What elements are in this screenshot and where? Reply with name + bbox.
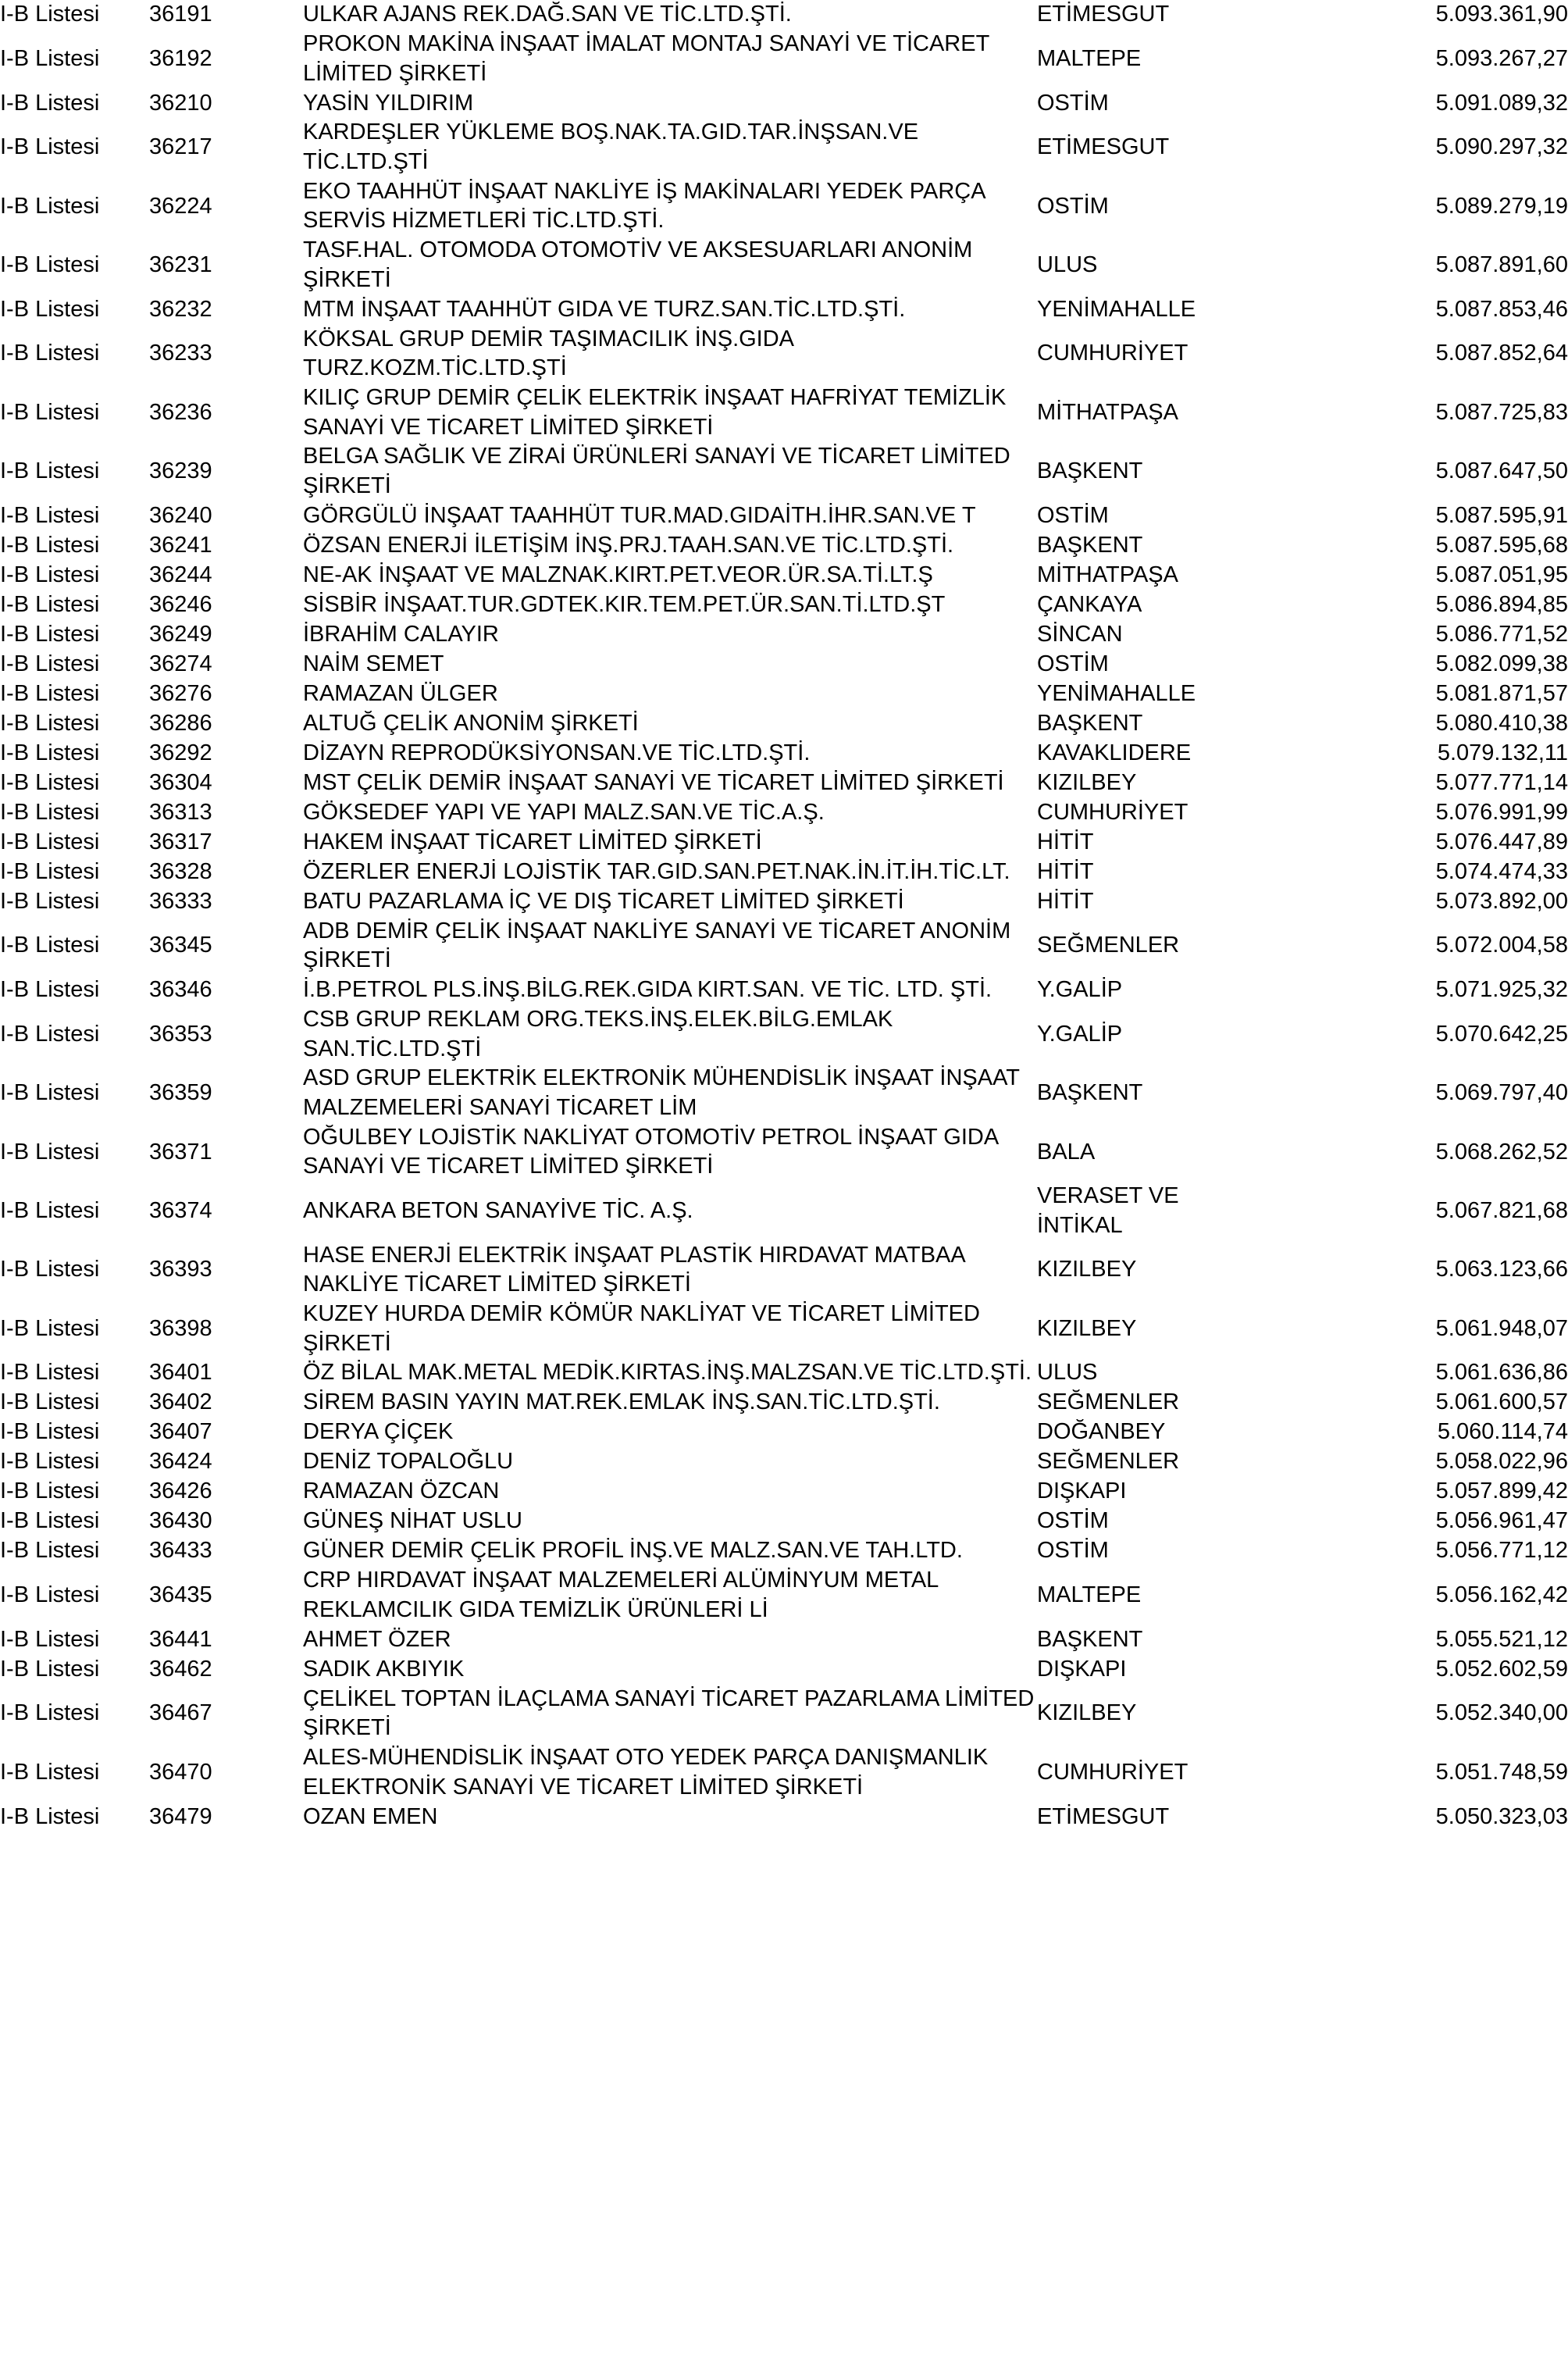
cell-record-no: 36249 [149, 621, 212, 647]
cell-taxpayer-name: RAMAZAN ÜLGER [303, 680, 498, 706]
cell-tax-office: BAŞKENT [1037, 710, 1143, 736]
cell-debt-amount: 5.052.340,00 [1435, 1700, 1568, 1726]
cell-taxpayer-name: ÖZERLER ENERJİ LOJİSTİK TAR.GID.SAN.PET.NAK.İN.İT.İH.TİC.LT. [303, 858, 1010, 884]
cell-taxpayer-name: ULKAR AJANS REK.DAĞ.SAN VE TİC.LTD.ŞTİ. [303, 2, 792, 27]
table-row [0, 236, 1568, 294]
cell-tax-office: KIZILBEY [1037, 1315, 1137, 1341]
cell-tax-office: OSTİM [1037, 502, 1109, 528]
cell-list-label: I-B Listesi [0, 1449, 100, 1475]
cell-record-no: 36430 [149, 1508, 212, 1534]
cell-tax-office: OSTİM [1037, 1508, 1109, 1534]
cell-list-label: I-B Listesi [0, 1803, 100, 1829]
cell-taxpayer-name: OZAN EMEN [303, 1803, 438, 1829]
cell-list-label: I-B Listesi [0, 399, 100, 425]
cell-record-no: 36470 [149, 1759, 212, 1785]
cell-record-no: 36359 [149, 1080, 212, 1106]
table-row [0, 1685, 1568, 1743]
table-row [0, 1802, 1568, 1832]
cell-record-no: 36328 [149, 858, 212, 884]
cell-debt-amount: 5.056.162,42 [1435, 1582, 1568, 1608]
cell-list-label: I-B Listesi [0, 562, 100, 587]
cell-debt-amount: 5.087.595,68 [1435, 532, 1568, 558]
cell-record-no: 36435 [149, 1582, 212, 1608]
table-row [0, 858, 1568, 887]
cell-taxpayer-name: ÖZ BİLAL MAK.METAL MEDİK.KIRTAS.İNŞ.MALZSAN.VE TİC.LTD.ŞTİ. [303, 1360, 1032, 1386]
cell-list-label: I-B Listesi [0, 829, 100, 854]
cell-taxpayer-name: NE-AK İNŞAAT VE MALZNAK.KIRT.PET.VEOR.ÜR.SA.Tİ.LT.Ş [303, 562, 933, 587]
cell-tax-office: ÇANKAYA [1037, 591, 1142, 617]
cell-tax-office: BAŞKENT [1037, 1626, 1143, 1652]
cell-list-label: I-B Listesi [0, 251, 100, 277]
table-row [0, 1300, 1568, 1358]
cell-debt-amount: 5.076.991,99 [1435, 799, 1568, 825]
table-row [0, 650, 1568, 679]
table-row [0, 1536, 1568, 1566]
cell-debt-amount: 5.093.361,90 [1435, 2, 1568, 27]
table-row [0, 679, 1568, 709]
cell-tax-office: Y.GALİP [1037, 1021, 1123, 1047]
cell-record-no: 36401 [149, 1360, 212, 1386]
cell-debt-amount: 5.091.089,32 [1435, 90, 1568, 116]
cell-list-label: I-B Listesi [0, 740, 100, 765]
cell-list-label: I-B Listesi [0, 502, 100, 528]
cell-record-no: 36424 [149, 1449, 212, 1475]
cell-debt-amount: 5.077.771,14 [1435, 769, 1568, 795]
cell-debt-amount: 5.071.925,32 [1435, 977, 1568, 1003]
cell-record-no: 36292 [149, 740, 212, 765]
cell-tax-office: BALA [1037, 1139, 1096, 1165]
cell-taxpayer-name: GÖRGÜLÜ İNŞAAT TAAHHÜT TUR.MAD.GIDAİTH.İHR.SAN.VE T [303, 502, 976, 528]
table-row [0, 30, 1568, 88]
cell-record-no: 36467 [149, 1700, 212, 1726]
cell-tax-office: CUMHURİYET [1037, 341, 1188, 366]
cell-record-no: 36246 [149, 591, 212, 617]
cell-tax-office: MİTHATPAŞA [1037, 399, 1178, 425]
cell-tax-office: KAVAKLIDERE [1037, 740, 1192, 765]
cell-taxpayer-name: DİZAYN REPRODÜKSİYONSAN.VE TİC.LTD.ŞTİ. [303, 740, 811, 765]
cell-debt-amount: 5.055.521,12 [1435, 1626, 1568, 1652]
table-row [0, 325, 1568, 383]
cell-taxpayer-name: ALES-MÜHENDİSLİK İNŞAAT OTO YEDEK PARÇA DANIŞMANLIK ELEKTRONİK SANAYİ VE TİCARET LİMİTED ŞİRKETİ [303, 1745, 989, 1800]
cell-tax-office: BAŞKENT [1037, 458, 1143, 484]
table-row [0, 118, 1568, 177]
cell-taxpayer-name: İBRAHİM CALAYIR [303, 621, 499, 647]
cell-tax-office: CUMHURİYET [1037, 799, 1188, 825]
cell-taxpayer-name: KILIÇ GRUP DEMİR ÇELİK ELEKTRİK İNŞAAT HAFRİYAT TEMİZLİK SANAYİ VE TİCARET LİMİTED ŞİRKETİ [303, 384, 1007, 440]
table-row [0, 0, 1568, 30]
cell-list-label: I-B Listesi [0, 680, 100, 706]
cell-debt-amount: 5.086.894,85 [1435, 591, 1568, 617]
cell-taxpayer-name: HASE ENERJİ ELEKTRİK İNŞAAT PLASTİK HIRDAVAT MATBAA NAKLİYE TİCARET LİMİTED ŞİRKETİ [303, 1242, 965, 1297]
cell-tax-office: KIZILBEY [1037, 1257, 1137, 1282]
cell-debt-amount: 5.089.279,19 [1435, 193, 1568, 219]
cell-tax-office: SEĞMENLER [1037, 1449, 1180, 1475]
table-row [0, 1625, 1568, 1655]
cell-taxpayer-name: YASİN YILDIRIM [303, 90, 474, 116]
table-row [0, 295, 1568, 325]
cell-debt-amount: 5.067.821,68 [1435, 1197, 1568, 1223]
cell-record-no: 36393 [149, 1257, 212, 1282]
table-row [0, 442, 1568, 501]
cell-tax-office: VERASET VE İNTİKAL [1037, 1183, 1179, 1238]
cell-debt-amount: 5.090.297,32 [1435, 134, 1568, 160]
cell-tax-office: CUMHURİYET [1037, 1759, 1188, 1785]
cell-taxpayer-name: HAKEM İNŞAAT TİCARET LİMİTED ŞİRKETİ [303, 829, 762, 854]
cell-taxpayer-name: GÜNEŞ NİHAT USLU [303, 1508, 522, 1534]
cell-record-no: 36333 [149, 888, 212, 914]
cell-tax-office: ETİMESGUT [1037, 1803, 1170, 1829]
cell-taxpayer-name: MST ÇELİK DEMİR İNŞAAT SANAYİ VE TİCARET LİMİTED ŞİRKETİ [303, 769, 1004, 795]
table-row [0, 976, 1568, 1005]
cell-debt-amount: 5.087.853,46 [1435, 296, 1568, 322]
cell-list-label: I-B Listesi [0, 1759, 100, 1785]
cell-list-label: I-B Listesi [0, 1080, 100, 1106]
cell-tax-office: ULUS [1037, 1360, 1098, 1386]
cell-tax-office: DIŞKAPI [1037, 1478, 1127, 1504]
table-row [0, 828, 1568, 858]
cell-debt-amount: 5.087.891,60 [1435, 251, 1568, 277]
cell-list-label: I-B Listesi [0, 651, 100, 676]
cell-record-no: 36232 [149, 296, 212, 322]
cell-taxpayer-name: GÖKSEDEF YAPI VE YAPI MALZ.SAN.VE TİC.A.Ş. [303, 799, 825, 825]
cell-list-label: I-B Listesi [0, 2, 100, 27]
cell-taxpayer-name: ADB DEMİR ÇELİK İNŞAAT NAKLİYE SANAYİ VE TİCARET ANONİM ŞİRKETİ [303, 918, 1011, 973]
table-row [0, 1182, 1568, 1240]
cell-record-no: 36402 [149, 1389, 212, 1415]
cell-debt-amount: 5.061.636,86 [1435, 1360, 1568, 1386]
cell-list-label: I-B Listesi [0, 1700, 100, 1726]
cell-list-label: I-B Listesi [0, 1257, 100, 1282]
cell-record-no: 36192 [149, 45, 212, 71]
cell-tax-office: DIŞKAPI [1037, 1656, 1127, 1682]
cell-list-label: I-B Listesi [0, 134, 100, 160]
cell-taxpayer-name: SİREM BASIN YAYIN MAT.REK.EMLAK İNŞ.SAN.TİC.LTD.ŞTİ. [303, 1389, 940, 1415]
cell-tax-office: ULUS [1037, 251, 1098, 277]
table-row [0, 1418, 1568, 1447]
cell-record-no: 36433 [149, 1538, 212, 1564]
cell-list-label: I-B Listesi [0, 591, 100, 617]
cell-tax-office: HİTİT [1037, 858, 1094, 884]
cell-record-no: 36353 [149, 1021, 212, 1047]
cell-taxpayer-name: OĞULBEY LOJİSTİK NAKLİYAT OTOMOTİV PETROL İNŞAAT GIDA SANAYİ VE TİCARET LİMİTED ŞİRKETİ [303, 1124, 998, 1179]
cell-debt-amount: 5.087.852,64 [1435, 341, 1568, 366]
cell-taxpayer-name: ÖZSAN ENERJİ İLETİŞİM İNŞ.PRJ.TAAH.SAN.VE TİC.LTD.ŞTİ. [303, 532, 954, 558]
cell-list-label: I-B Listesi [0, 1139, 100, 1165]
cell-list-label: I-B Listesi [0, 193, 100, 219]
cell-list-label: I-B Listesi [0, 933, 100, 958]
cell-taxpayer-name: AHMET ÖZER [303, 1626, 451, 1652]
cell-tax-office: YENİMAHALLE [1037, 680, 1196, 706]
cell-debt-amount: 5.087.647,50 [1435, 458, 1568, 484]
cell-list-label: I-B Listesi [0, 1508, 100, 1534]
cell-taxpayer-name: TASF.HAL. OTOMODA OTOMOTİV VE AKSESUARLARI ANONİM ŞİRKETİ [303, 237, 973, 292]
cell-tax-office: HİTİT [1037, 888, 1094, 914]
cell-record-no: 36274 [149, 651, 212, 676]
table-row [0, 1507, 1568, 1536]
cell-debt-amount: 5.074.474,33 [1435, 858, 1568, 884]
cell-record-no: 36304 [149, 769, 212, 795]
cell-list-label: I-B Listesi [0, 1478, 100, 1504]
cell-record-no: 36479 [149, 1803, 212, 1829]
cell-list-label: I-B Listesi [0, 1360, 100, 1386]
cell-list-label: I-B Listesi [0, 296, 100, 322]
cell-record-no: 36426 [149, 1478, 212, 1504]
table-row [0, 88, 1568, 118]
cell-taxpayer-name: KUZEY HURDA DEMİR KÖMÜR NAKLİYAT VE TİCARET LİMİTED ŞİRKETİ [303, 1300, 980, 1356]
cell-debt-amount: 5.056.771,12 [1435, 1538, 1568, 1564]
cell-debt-amount: 5.061.600,57 [1435, 1389, 1568, 1415]
cell-debt-amount: 5.052.602,59 [1435, 1656, 1568, 1682]
cell-record-no: 36241 [149, 532, 212, 558]
cell-taxpayer-name: SADIK AKBIYIK [303, 1656, 465, 1682]
cell-debt-amount: 5.058.022,96 [1435, 1449, 1568, 1475]
cell-taxpayer-name: PROKON MAKİNA İNŞAAT İMALAT MONTAJ SANAYİ VE TİCARET LİMİTED ŞİRKETİ [303, 31, 989, 86]
cell-taxpayer-name: RAMAZAN ÖZCAN [303, 1478, 500, 1504]
cell-tax-office: SEĞMENLER [1037, 1389, 1180, 1415]
cell-list-label: I-B Listesi [0, 858, 100, 884]
cell-record-no: 36462 [149, 1656, 212, 1682]
cell-debt-amount: 5.068.262,52 [1435, 1139, 1568, 1165]
cell-list-label: I-B Listesi [0, 532, 100, 558]
cell-list-label: I-B Listesi [0, 710, 100, 736]
cell-taxpayer-name: BELGA SAĞLIK VE ZİRAİ ÜRÜNLERİ SANAYİ VE TİCARET LİMİTED ŞİRKETİ [303, 444, 1010, 498]
cell-debt-amount: 5.072.004,58 [1435, 933, 1568, 958]
cell-list-label: I-B Listesi [0, 1656, 100, 1682]
table-row [0, 177, 1568, 236]
table-row [0, 1655, 1568, 1685]
cell-debt-amount: 5.087.725,83 [1435, 399, 1568, 425]
cell-tax-office: OSTİM [1037, 193, 1109, 219]
cell-record-no: 36317 [149, 829, 212, 854]
cell-tax-office: YENİMAHALLE [1037, 296, 1196, 322]
cell-tax-office: KIZILBEY [1037, 769, 1137, 795]
cell-debt-amount: 5.082.099,38 [1435, 651, 1568, 676]
table-row [0, 1447, 1568, 1477]
table-row [0, 1005, 1568, 1064]
cell-record-no: 36217 [149, 134, 212, 160]
cell-debt-amount: 5.050.323,03 [1435, 1803, 1568, 1829]
cell-list-label: I-B Listesi [0, 799, 100, 825]
cell-record-no: 36240 [149, 502, 212, 528]
cell-debt-amount: 5.081.871,57 [1435, 680, 1568, 706]
cell-record-no: 36371 [149, 1139, 212, 1165]
cell-tax-office: SEĞMENLER [1037, 933, 1180, 958]
table-row [0, 531, 1568, 561]
cell-debt-amount: 5.079.132,11 [1437, 740, 1568, 765]
cell-tax-office: ETİMESGUT [1037, 134, 1170, 160]
cell-tax-office: BAŞKENT [1037, 532, 1143, 558]
cell-record-no: 36210 [149, 90, 212, 116]
table-row [0, 1566, 1568, 1625]
cell-record-no: 36345 [149, 933, 212, 958]
table-row [0, 887, 1568, 917]
cell-taxpayer-name: KARDEŞLER YÜKLEME BOŞ.NAK.TA.GID.TAR.İNŞSAN.VE TİC.LTD.ŞTİ [303, 119, 919, 175]
table-row [0, 798, 1568, 828]
cell-list-label: I-B Listesi [0, 1626, 100, 1652]
cell-debt-amount: 5.063.123,66 [1435, 1257, 1568, 1282]
cell-tax-office: ETİMESGUT [1037, 2, 1170, 27]
cell-debt-amount: 5.076.447,89 [1435, 829, 1568, 854]
cell-list-label: I-B Listesi [0, 1389, 100, 1415]
cell-taxpayer-name: SİSBİR İNŞAAT.TUR.GDTEK.KIR.TEM.PET.ÜR.SAN.Tİ.LTD.ŞT [303, 591, 946, 617]
cell-debt-amount: 5.093.267,27 [1435, 45, 1568, 71]
cell-tax-office: SİNCAN [1037, 621, 1123, 647]
cell-taxpayer-name: ASD GRUP ELEKTRİK ELEKTRONİK MÜHENDİSLİK İNŞAAT İNŞAAT MALZEMELERİ SANAYİ TİCARET LİM [303, 1065, 1020, 1121]
cell-tax-office: HİTİT [1037, 829, 1094, 854]
cell-tax-office: OSTİM [1037, 1538, 1109, 1564]
table-row [0, 1743, 1568, 1802]
table-row [0, 1241, 1568, 1300]
cell-debt-amount: 5.051.748,59 [1435, 1759, 1568, 1785]
cell-record-no: 36407 [149, 1419, 212, 1445]
cell-taxpayer-name: ÇELİKEL TOPTAN İLAÇLAMA SANAYİ TİCARET PAZARLAMA LİMİTED ŞİRKETİ [303, 1685, 1035, 1741]
cell-list-label: I-B Listesi [0, 341, 100, 366]
cell-taxpayer-name: NAİM SEMET [303, 651, 444, 676]
table-row [0, 501, 1568, 531]
cell-list-label: I-B Listesi [0, 1419, 100, 1445]
cell-record-no: 36398 [149, 1315, 212, 1341]
cell-debt-amount: 5.057.899,42 [1435, 1478, 1568, 1504]
cell-tax-office: Y.GALİP [1037, 977, 1123, 1003]
cell-record-no: 36191 [149, 2, 212, 27]
cell-tax-office: BAŞKENT [1037, 1080, 1143, 1106]
cell-debt-amount: 5.087.595,91 [1435, 502, 1568, 528]
table-row [0, 1388, 1568, 1418]
cell-record-no: 36239 [149, 458, 212, 484]
cell-list-label: I-B Listesi [0, 458, 100, 484]
cell-tax-office: KIZILBEY [1037, 1700, 1137, 1726]
cell-list-label: I-B Listesi [0, 1538, 100, 1564]
cell-list-label: I-B Listesi [0, 621, 100, 647]
cell-record-no: 36244 [149, 562, 212, 587]
cell-record-no: 36236 [149, 399, 212, 425]
table-row [0, 709, 1568, 739]
cell-taxpayer-name: DENİZ TOPALOĞLU [303, 1449, 514, 1475]
cell-taxpayer-name: BATU PAZARLAMA İÇ VE DIŞ TİCARET LİMİTED ŞİRKETİ [303, 888, 904, 914]
cell-taxpayer-name: ALTUĞ ÇELİK ANONİM ŞİRKETİ [303, 710, 639, 736]
cell-list-label: I-B Listesi [0, 90, 100, 116]
cell-debt-amount: 5.080.410,38 [1435, 710, 1568, 736]
table-row [0, 1064, 1568, 1122]
cell-list-label: I-B Listesi [0, 1582, 100, 1608]
cell-debt-amount: 5.086.771,52 [1435, 621, 1568, 647]
cell-record-no: 36313 [149, 799, 212, 825]
cell-taxpayer-name: KÖKSAL GRUP DEMİR TAŞIMACILIK İNŞ.GIDA TURZ.KOZM.TİC.LTD.ŞTİ [303, 326, 793, 381]
table-row [0, 917, 1568, 976]
cell-list-label: I-B Listesi [0, 888, 100, 914]
cell-debt-amount: 5.060.114,74 [1437, 1419, 1568, 1445]
cell-list-label: I-B Listesi [0, 769, 100, 795]
cell-list-label: I-B Listesi [0, 1315, 100, 1341]
table-row [0, 1123, 1568, 1182]
table-row [0, 561, 1568, 590]
table-row [0, 1477, 1568, 1507]
cell-tax-office: MALTEPE [1037, 45, 1142, 71]
cell-record-no: 36276 [149, 680, 212, 706]
table-row [0, 1358, 1568, 1388]
cell-taxpayer-name: MTM İNŞAAT TAAHHÜT GIDA VE TURZ.SAN.TİC.LTD.ŞTİ. [303, 296, 906, 322]
table-row [0, 620, 1568, 650]
cell-taxpayer-name: CSB GRUP REKLAM ORG.TEKS.İNŞ.ELEK.BİLG.EMLAK SAN.TİC.LTD.ŞTİ [303, 1007, 893, 1061]
cell-taxpayer-name: İ.B.PETROL PLS.İNŞ.BİLG.REK.GIDA KIRT.SAN. VE TİC. LTD. ŞTİ. [303, 977, 992, 1003]
cell-record-no: 36224 [149, 193, 212, 219]
cell-debt-amount: 5.061.948,07 [1435, 1315, 1568, 1341]
cell-debt-amount: 5.070.642,25 [1435, 1021, 1568, 1047]
cell-list-label: I-B Listesi [0, 45, 100, 71]
cell-debt-amount: 5.069.797,40 [1435, 1080, 1568, 1106]
cell-record-no: 36231 [149, 251, 212, 277]
cell-tax-office: MİTHATPAŞA [1037, 562, 1178, 587]
cell-list-label: I-B Listesi [0, 977, 100, 1003]
table-row [0, 590, 1568, 620]
cell-record-no: 36233 [149, 341, 212, 366]
cell-record-no: 36441 [149, 1626, 212, 1652]
cell-taxpayer-name: EKO TAAHHÜT İNŞAAT NAKLİYE İŞ MAKİNALARI YEDEK PARÇA SERVİS HİZMETLERİ TİC.LTD.ŞTİ. [303, 178, 985, 234]
cell-debt-amount: 5.073.892,00 [1435, 888, 1568, 914]
cell-tax-office: MALTEPE [1037, 1582, 1142, 1608]
cell-record-no: 36346 [149, 977, 212, 1003]
cell-list-label: I-B Listesi [0, 1197, 100, 1223]
cell-taxpayer-name: DERYA ÇİÇEK [303, 1419, 454, 1445]
table-row [0, 383, 1568, 442]
cell-tax-office: DOĞANBEY [1037, 1419, 1166, 1445]
cell-list-label: I-B Listesi [0, 1021, 100, 1047]
cell-taxpayer-name: GÜNER DEMİR ÇELİK PROFİL İNŞ.VE MALZ.SAN.VE TAH.LTD. [303, 1538, 963, 1564]
cell-tax-office: OSTİM [1037, 90, 1109, 116]
cell-record-no: 36286 [149, 710, 212, 736]
cell-taxpayer-name: CRP HIRDAVAT İNŞAAT MALZEMELERİ ALÜMİNYUM METAL REKLAMCILIK GIDA TEMİZLİK ÜRÜNLERİ Lİ [303, 1568, 939, 1622]
cell-taxpayer-name: ANKARA BETON SANAYİVE TİC. A.Ş. [303, 1197, 693, 1223]
table-row [0, 769, 1568, 798]
cell-debt-amount: 5.056.961,47 [1435, 1508, 1568, 1534]
cell-record-no: 36374 [149, 1197, 212, 1223]
cell-tax-office: OSTİM [1037, 651, 1109, 676]
cell-debt-amount: 5.087.051,95 [1435, 562, 1568, 587]
table-row [0, 739, 1568, 769]
